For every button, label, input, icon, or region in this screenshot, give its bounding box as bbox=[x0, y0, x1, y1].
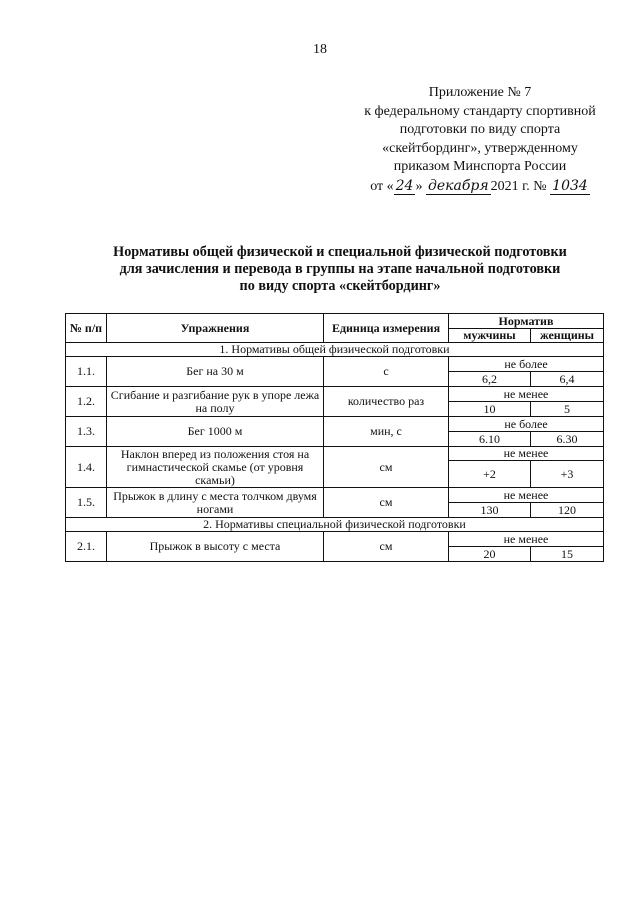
title-line-3: по виду спорта «скейтбординг» bbox=[239, 278, 441, 294]
row-limit: не более bbox=[449, 417, 604, 432]
row-num: 1.4. bbox=[66, 447, 107, 488]
row-men-value: 130 bbox=[449, 503, 531, 518]
row-unit: с bbox=[324, 357, 449, 387]
row-limit: не менее bbox=[449, 488, 604, 503]
row-unit: см bbox=[324, 488, 449, 518]
row-exercise: Сгибание и разгибание рук в упоре лежа на полу bbox=[107, 387, 324, 417]
row-men-value: 10 bbox=[449, 402, 531, 417]
row-num: 1.5. bbox=[66, 488, 107, 518]
section-title: 2. Нормативы специальной физической подготовки bbox=[66, 518, 604, 532]
document-title bbox=[60, 244, 620, 295]
row-men-value: 6,2 bbox=[449, 372, 531, 387]
header-num: № п/п bbox=[66, 314, 107, 343]
order-month: декабря bbox=[427, 177, 489, 194]
row-men-value: 6.10 bbox=[449, 432, 531, 447]
row-women-value: 5 bbox=[531, 402, 604, 417]
row-men-value: 20 bbox=[449, 547, 531, 562]
order-prefix: от « bbox=[370, 178, 394, 194]
row-women-value: 15 bbox=[531, 547, 604, 562]
row-women-value: 6.30 bbox=[531, 432, 604, 447]
row-limit: не менее bbox=[449, 387, 604, 402]
row-num: 1.2. bbox=[66, 387, 107, 417]
row-women-value: +3 bbox=[531, 461, 604, 488]
appendix-line-2: к федеральному стандарту спортивной bbox=[364, 103, 596, 119]
row-women-value: 120 bbox=[531, 503, 604, 518]
header-women: женщины bbox=[531, 329, 604, 343]
appendix-line-4: «скейтбординг», утвержденному bbox=[382, 140, 578, 156]
row-unit: см bbox=[324, 532, 449, 562]
order-mid: » bbox=[415, 178, 423, 194]
title-line-1: Нормативы общей физической и специальной физической подготовки bbox=[113, 244, 567, 260]
row-limit: не менее bbox=[449, 447, 604, 461]
header-men: мужчины bbox=[449, 329, 531, 343]
header-norm: Норматив bbox=[449, 314, 604, 329]
row-limit: не более bbox=[449, 357, 604, 372]
row-exercise: Бег на 30 м bbox=[107, 357, 324, 387]
order-day: 24 bbox=[395, 177, 414, 194]
page-number: 18 bbox=[313, 42, 327, 57]
norms-table bbox=[65, 313, 604, 562]
appendix-block bbox=[330, 84, 630, 196]
row-exercise: Прыжок в высоту с места bbox=[107, 532, 324, 562]
row-num: 2.1. bbox=[66, 532, 107, 562]
header-unit: Единица измерения bbox=[324, 314, 449, 343]
row-unit: мин, с bbox=[324, 417, 449, 447]
order-line bbox=[330, 177, 630, 197]
row-exercise: Прыжок в длину с места толчком двумя ногами bbox=[107, 488, 324, 518]
order-year: 2021 г. № bbox=[490, 178, 547, 194]
row-women-value: 6,4 bbox=[531, 372, 604, 387]
row-unit: см bbox=[324, 447, 449, 488]
row-exercise: Наклон вперед из положения стоя на гимнастической скамье (от уровня скамьи) bbox=[107, 447, 324, 488]
row-limit: не менее bbox=[449, 532, 604, 547]
section-title: 1. Нормативы общей физической подготовки bbox=[66, 343, 604, 357]
appendix-line-3: подготовки по виду спорта bbox=[399, 122, 561, 137]
appendix-line-5: приказом Минспорта России bbox=[393, 159, 567, 174]
row-exercise: Бег 1000 м bbox=[107, 417, 324, 447]
row-num: 1.3. bbox=[66, 417, 107, 447]
row-num: 1.1. bbox=[66, 357, 107, 387]
header-exercise: Упражнения bbox=[107, 314, 324, 343]
title-line-2: для зачисления и перевода в группы на этапе начальной подготовки bbox=[119, 261, 561, 277]
order-number: 1034 bbox=[552, 177, 588, 194]
appendix-line-1: Приложение № 7 bbox=[428, 85, 532, 100]
row-men-value: +2 bbox=[449, 461, 531, 488]
row-unit: количество раз bbox=[324, 387, 449, 417]
